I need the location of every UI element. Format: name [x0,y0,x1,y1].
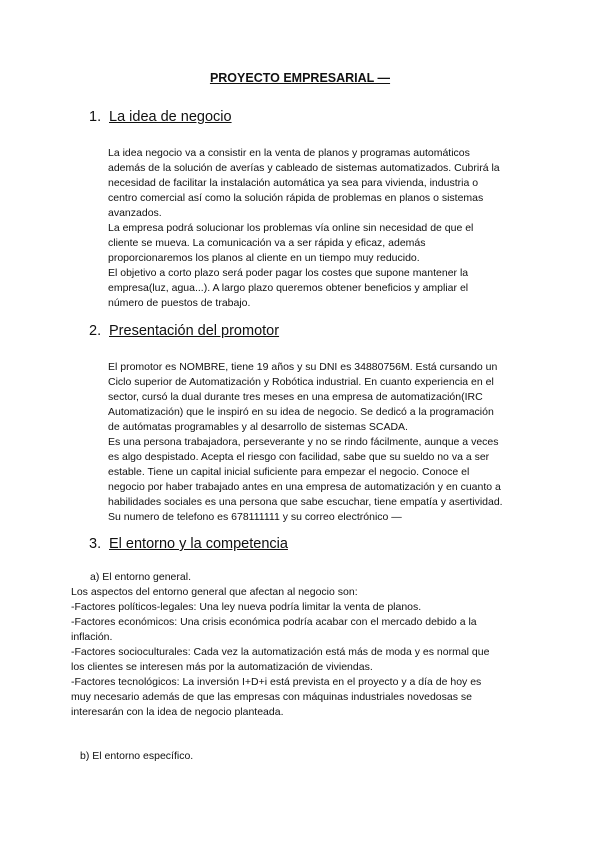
subsection-entorno-general: a) El entorno general. [90,571,191,583]
text-line: habilidades sociales es una persona que sabe escuchar, tiene empatía y asertividad. [108,496,503,508]
section-number: 1. [89,109,102,125]
section-heading-idea [89,109,232,125]
text-line: Automatización) que le inspiró en su idea de negocio. Se dedicó a la programación [108,406,494,418]
text-line: número de puestos de trabajo. [108,297,251,309]
text-line: de autómatas programables y al desarrollo de sistemas SCADA. [108,421,408,433]
entorno-paragraphs [71,585,489,720]
text-line: centro comercial así como la solución rápida de problemas en planos o sistemas [108,192,484,204]
text-line: es algo despistado. Acepta el riesgo con facilidad, sabe que su sueldo no va a ser [108,451,490,463]
text-line: La idea negocio va a consistir en la venta de planos y programas automáticos [108,147,470,159]
section-title: La idea de negocio [109,109,232,125]
text-line: necesidad de facilitar la instalación automática ya sea para vivienda, industria o [108,177,479,189]
promotor-paragraphs [108,360,503,525]
text-line: -Factores políticos-legales: Una ley nueva podría limitar la venta de planos. [71,601,422,613]
document-title: PROYECTO EMPRESARIAL — [209,71,391,85]
text-line: muy necesario además de que las empresas con máquinas industriales novedosas se [71,691,472,703]
text-line: además de la solución de averías y cableado de sistemas automatizados. Cubrirá la [108,162,500,174]
text-line: -Factores económicos: Una crisis económica podría acabar con el mercado debido a la [71,616,477,628]
text-line: El promotor es NOMBRE, tiene 19 años y su DNI es 34880756M. Está cursando un [108,361,498,373]
text-line: avanzados. [108,207,162,219]
section-number: 3. [89,536,102,552]
section-heading-entorno [89,536,288,552]
text-line: interesarán con la idea de negocio planteada. [71,706,284,718]
section-title: El entorno y la competencia [109,536,288,552]
text-line: sector, cursó la dual durante tres meses en una empresa de automatización(IRC [108,391,483,403]
text-line: Los aspectos del entorno general que afectan al negocio son: [71,586,358,598]
text-line: los clientes se interesen más por la automatización de viviendas. [71,661,373,673]
text-line: -Factores socioculturales: Cada vez la automatización está más de moda y es normal que [71,646,490,658]
text-line: Su numero de telefono es 678111111 y su correo electrónico — [108,511,402,523]
text-line: proporcionaremos los planos al cliente en un tiempo muy reducido. [108,252,420,264]
text-line: cliente se mueva. La comunicación va a ser rápida y eficaz, además [108,237,426,249]
text-line: Ciclo superior de Automatización y Robótica industrial. En cuanto experiencia en el [108,376,494,388]
text-line: El objetivo a corto plazo será poder pagar los costes que supone mantener la [108,267,469,279]
text-line: inflación. [71,631,113,643]
subsection-entorno-especifico: b) El entorno específico. [80,750,194,762]
idea-paragraphs [108,146,500,311]
text-line: Es una persona trabajadora, perseverante y no se rindo fácilmente, aunque a veces [108,436,499,448]
section-title: Presentación del promotor [109,323,280,339]
text-line: estable. Tiene un capital inicial suficiente para empezar el negocio. Conoce el [108,466,470,478]
section-heading-promotor [89,323,279,339]
text-line: -Factores tecnológicos: La inversión I+D+i está prevista en el proyecto y a día de hoy es [71,676,482,688]
text-line: empresa(luz, agua...). A largo plazo queremos obtener beneficios y ampliar el [108,282,469,294]
text-line: La empresa podrá solucionar los problemas vía online sin necesidad de que el [108,222,474,234]
text-line: negocio por haber trabajado antes en una empresa de automatización y en cuanto a [108,481,501,493]
section-number: 2. [89,323,102,339]
